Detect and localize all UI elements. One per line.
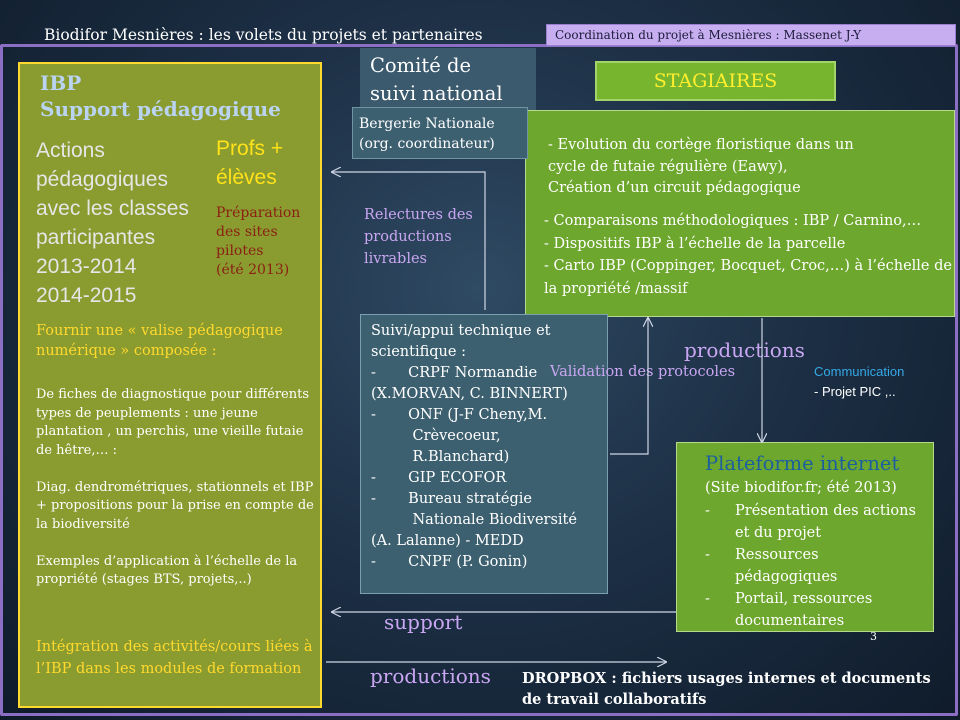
profs-eleves: Profs + élèves <box>216 137 284 189</box>
bergerie-nationale: Bergerie Nationale (org. coordinateur) <box>352 107 528 159</box>
suivi-title: Suivi/appui technique et scientifique : <box>371 323 551 360</box>
plateforme-item: - Portail, ressources documentaires <box>705 591 873 629</box>
relectures-label: Relectures des productions livrables <box>364 207 473 267</box>
stagiaires-title: STAGIAIRES <box>595 61 836 101</box>
integration-ibp: Intégration des activités/cours liées à l’IBP dans les modules de formation <box>36 639 313 677</box>
suivi-item: - CNPF (P. Gonin) <box>371 554 528 570</box>
suivi-item: Crèvecoeur, <box>371 428 501 444</box>
page-number: 3 <box>870 630 877 643</box>
suivi-item: - GIP ECOFOR <box>371 470 507 486</box>
suivi-item: Nationale Biodiversité <box>371 512 577 528</box>
productions-label-top: productions <box>684 338 805 362</box>
stagiaires-text-1: - Evolution du cortège floristique dans un cycle de futaie régulière (Eawy), Création d’un circuit pédagogique <box>548 137 854 196</box>
dropbox-text: DROPBOX : fichiers usages internes et documents de travail collaboratifs <box>522 670 931 708</box>
productions-label-bottom: productions <box>370 664 491 688</box>
plateforme-subtitle: (Site biodifor.fr; été 2013) <box>705 480 897 496</box>
suivi-item: - CRPF Normandie <box>371 365 538 381</box>
slide-title: Biodifor Mesnières : les volets du projets et partenaires <box>44 26 483 44</box>
coordination-banner: Coordination du projet à Mesnières : Massenet J-Y <box>546 24 956 46</box>
arrow-validation <box>610 318 648 454</box>
suivi-item: (A. Lalanne) - MEDD <box>371 533 524 549</box>
support-label: support <box>384 610 463 634</box>
communication-title: Communication <box>814 364 905 379</box>
plateforme-item: - Ressources pédagogiques <box>705 547 838 585</box>
suivi-item: R.Blanchard) <box>371 449 510 465</box>
suivi-item: - Bureau stratégie <box>371 491 533 507</box>
valise-pedagogique: Fournir une « valise pédagogique numérique » composée : <box>36 323 283 359</box>
arrow-relectures <box>332 172 485 310</box>
communication-item: - Projet PIC ,.. <box>814 384 896 399</box>
suivi-item: - ONF (J-F Cheny,M. <box>371 407 548 423</box>
fiches-diagnostique: De fiches de diagnostique pour différents types de peuplements : une jeune plantation , un perchis, une vieille futaie de hêtre,… : Diag. dendrométriques, stationnels et IBP + propositions pour la prise en compte de la biodiversité Exemples d’application à l’échelle de la propriété (stages BTS, projets,..) <box>36 387 314 587</box>
preparation-sites: Préparation des sites pilotes (été 2013) <box>216 205 301 278</box>
plateforme-item: - Présentation des actions et du projet <box>705 503 916 541</box>
suivi-item: (X.MORVAN, C. BINNERT) <box>371 386 568 402</box>
comite-title: Comité de suivi national <box>370 54 503 105</box>
validation-label: Validation des protocoles <box>550 364 736 380</box>
plateforme-title: Plateforme internet <box>705 452 900 475</box>
actions-pedagogiques: Actions pédagogiques avec les classes participantes 2013-2014 2014-2015 <box>36 139 189 307</box>
ibp-title: IBP Support pédagogique <box>40 71 281 121</box>
stagiaires-text-2: - Comparaisons méthodologiques : IBP / Carnino,… - Dispositifs IBP à l’échelle de la parcelle - Carto IBP (Coppinger, Bocquet, Croc,…) à l’échelle de la propriété /massif <box>544 213 952 297</box>
